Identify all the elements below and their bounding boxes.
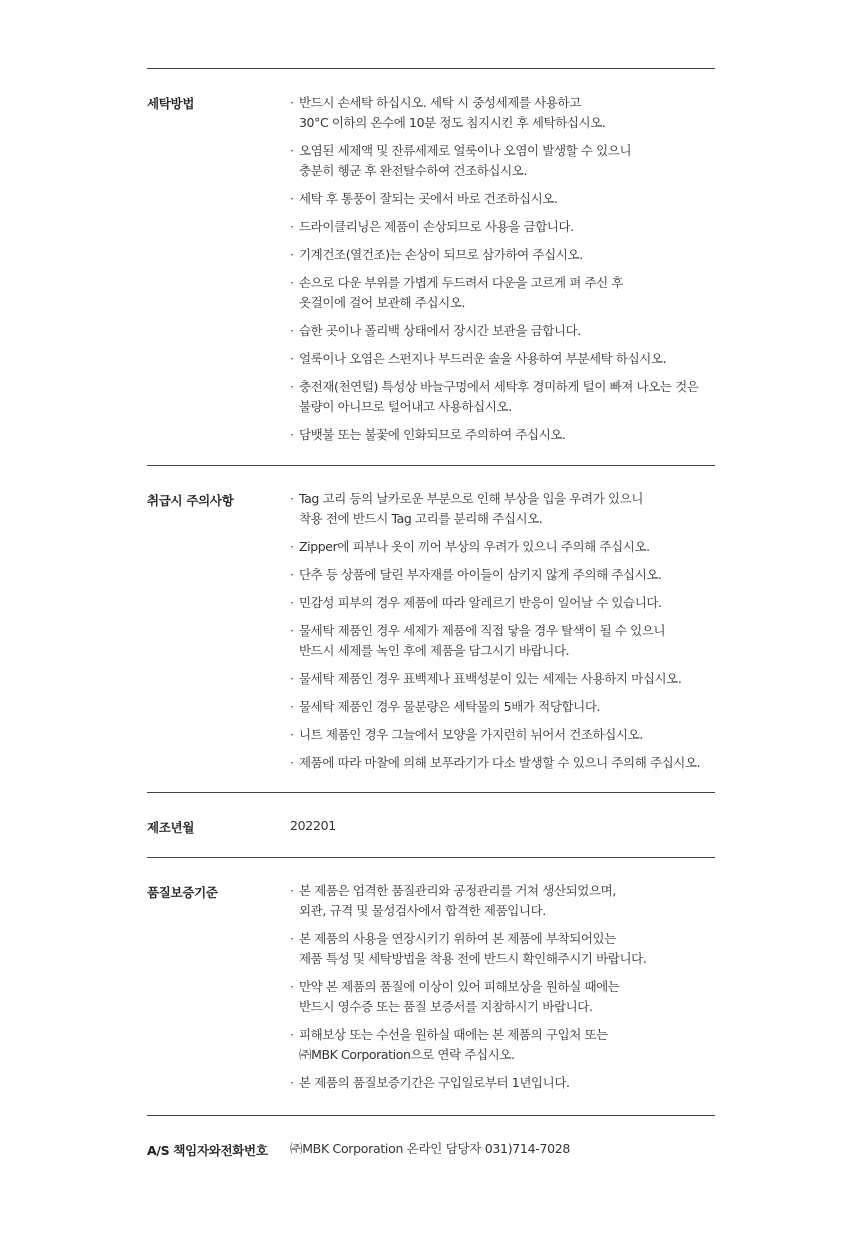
- bullet: ·: [290, 427, 294, 442]
- list-item: · 세탁 후 통풍이 잘되는 곳에서 바로 건조하십시오.: [290, 189, 720, 209]
- bullet: ·: [290, 539, 294, 554]
- section-title: 취급시 주의사항: [147, 493, 234, 508]
- list-item: · 물세탁 제품인 경우 세제가 제품에 직접 닿을 경우 탈색이 될 수 있으니 반드시 세제를 녹인 후에 제품을 담그시기 바랍니다.: [290, 623, 666, 658]
- list-item: · 본 제품의 품질보증기간은 구입일로부터 1년입니다.: [290, 1073, 720, 1093]
- bullet: ·: [290, 323, 294, 338]
- list-item: · 습한 곳이나 폴리백 상태에서 장시간 보관을 금합니다.: [290, 321, 720, 341]
- section-handling: [147, 465, 715, 793]
- bullet: ·: [290, 1027, 294, 1042]
- bullet: ·: [290, 95, 294, 110]
- bullet: ·: [290, 351, 294, 366]
- list-item: · 단추 등 상품에 달린 부자재를 아이들이 삼키지 않게 주의해 주십시오.: [290, 565, 720, 585]
- bullet: ·: [290, 931, 294, 946]
- bullet: ·: [290, 755, 294, 770]
- manufacture-date-value: 202201: [290, 818, 336, 833]
- list-item: · 니트 제품인 경우 그늘에서 모양을 가지런히 뉘어서 건조하십시오.: [290, 725, 720, 745]
- section-washing: [147, 68, 715, 466]
- bullet: ·: [290, 979, 294, 994]
- list-item: · 오염된 세제액 및 잔류세제로 얼룩이나 오염이 발생할 수 있으니 충분히 헹군 후 완전탈수하여 건조하십시오.: [290, 143, 632, 178]
- as-contact-value: ㈜MBK Corporation 온라인 담당자 031)714-7028: [290, 1141, 571, 1156]
- list-item: · 제품에 따라 마찰에 의해 보푸라기가 다소 발생할 수 있으니 주의해 주십시오.: [290, 753, 720, 773]
- list-item: · 본 제품은 엄격한 품질관리와 공정관리를 거쳐 생산되었으며, 외관, 규격 및 물성검사에서 합격한 제품입니다.: [290, 883, 616, 918]
- bullet: ·: [290, 727, 294, 742]
- list-item: · 피해보상 또는 수선을 원하실 때에는 본 제품의 구입처 또는 ㈜MBK Corporation으로 연락 주십시오.: [290, 1027, 608, 1062]
- list-item: · 드라이클리닝은 제품이 손상되므로 사용을 금합니다.: [290, 217, 720, 237]
- warranty-list: [290, 881, 720, 1093]
- bullet: ·: [290, 143, 294, 158]
- section-title: A/S 책임자와전화번호: [147, 1143, 268, 1158]
- bullet: ·: [290, 623, 294, 638]
- bullet: ·: [290, 247, 294, 262]
- bullet: ·: [290, 379, 294, 394]
- bullet: ·: [290, 191, 294, 206]
- section-quality-warranty: [147, 857, 715, 1116]
- list-item: · 얼룩이나 오염은 스펀지나 부드러운 솔을 사용하여 부분세탁 하십시오.: [290, 349, 720, 369]
- section-manufacture-date: [147, 792, 715, 858]
- list-item: · 기계건조(열건조)는 손상이 되므로 삼가하여 주십시오.: [290, 245, 720, 265]
- list-item: · 민감성 피부의 경우 제품에 따라 알레르기 반응이 일어날 수 있습니다.: [290, 593, 720, 613]
- list-item: · 본 제품의 사용을 연장시키기 위하여 본 제품에 부착되어있는 제품 특성 및 세탁방법을 착용 전에 반드시 확인해주시기 바랍니다.: [290, 931, 647, 966]
- list-item: · 물세탁 제품인 경우 표백제나 표백성분이 있는 세제는 사용하지 마십시오.: [290, 669, 720, 689]
- bullet: ·: [290, 699, 294, 714]
- list-item: · 충전재(천연털) 특성상 바늘구멍에서 세탁후 경미하게 털이 빠져 나오는 것은 불량이 아니므로 털어내고 사용하십시오.: [290, 379, 699, 414]
- section-title: 품질보증기준: [147, 885, 218, 900]
- bullet: ·: [290, 275, 294, 290]
- bullet: ·: [290, 595, 294, 610]
- bullet: ·: [290, 671, 294, 686]
- bullet: ·: [290, 567, 294, 582]
- section-title: 제조년월: [147, 820, 195, 835]
- section-title: 세탁방법: [147, 96, 195, 111]
- list-item: · 물세탁 제품인 경우 물분량은 세탁물의 5배가 적당합니다.: [290, 697, 720, 717]
- section-as-contact: [147, 1115, 715, 1176]
- bullet: ·: [290, 219, 294, 234]
- handling-list: [290, 489, 720, 773]
- list-item: · 담뱃불 또는 불꽃에 인화되므로 주의하여 주십시오.: [290, 425, 720, 445]
- list-item: · 만약 본 제품의 품질에 이상이 있어 피해보상을 원하실 때에는 반드시 영수증 또는 품질 보증서를 지참하시기 바랍니다.: [290, 979, 620, 1014]
- list-item: · Zipper에 피부나 옷이 끼어 부상의 우려가 있으니 주의해 주십시오.: [290, 537, 720, 557]
- list-item: · 반드시 손세탁 하십시오. 세탁 시 중성세제를 사용하고 30°C 이하의 온수에 10분 정도 침지시킨 후 세탁하십시오.: [290, 95, 606, 130]
- list-item: · Tag 고리 등의 날카로운 부분으로 인해 부상을 입을 우려가 있으니 착용 전에 반드시 Tag 고리를 분리해 주십시오.: [290, 491, 643, 526]
- bullet: ·: [290, 1075, 294, 1090]
- bullet: ·: [290, 491, 294, 506]
- bullet: ·: [290, 883, 294, 898]
- washing-list: [290, 93, 720, 445]
- list-item: · 손으로 다운 부위를 가볍게 두드려서 다운을 고르게 펴 주신 후 옷걸이에 걸어 보관해 주십시오.: [290, 275, 624, 310]
